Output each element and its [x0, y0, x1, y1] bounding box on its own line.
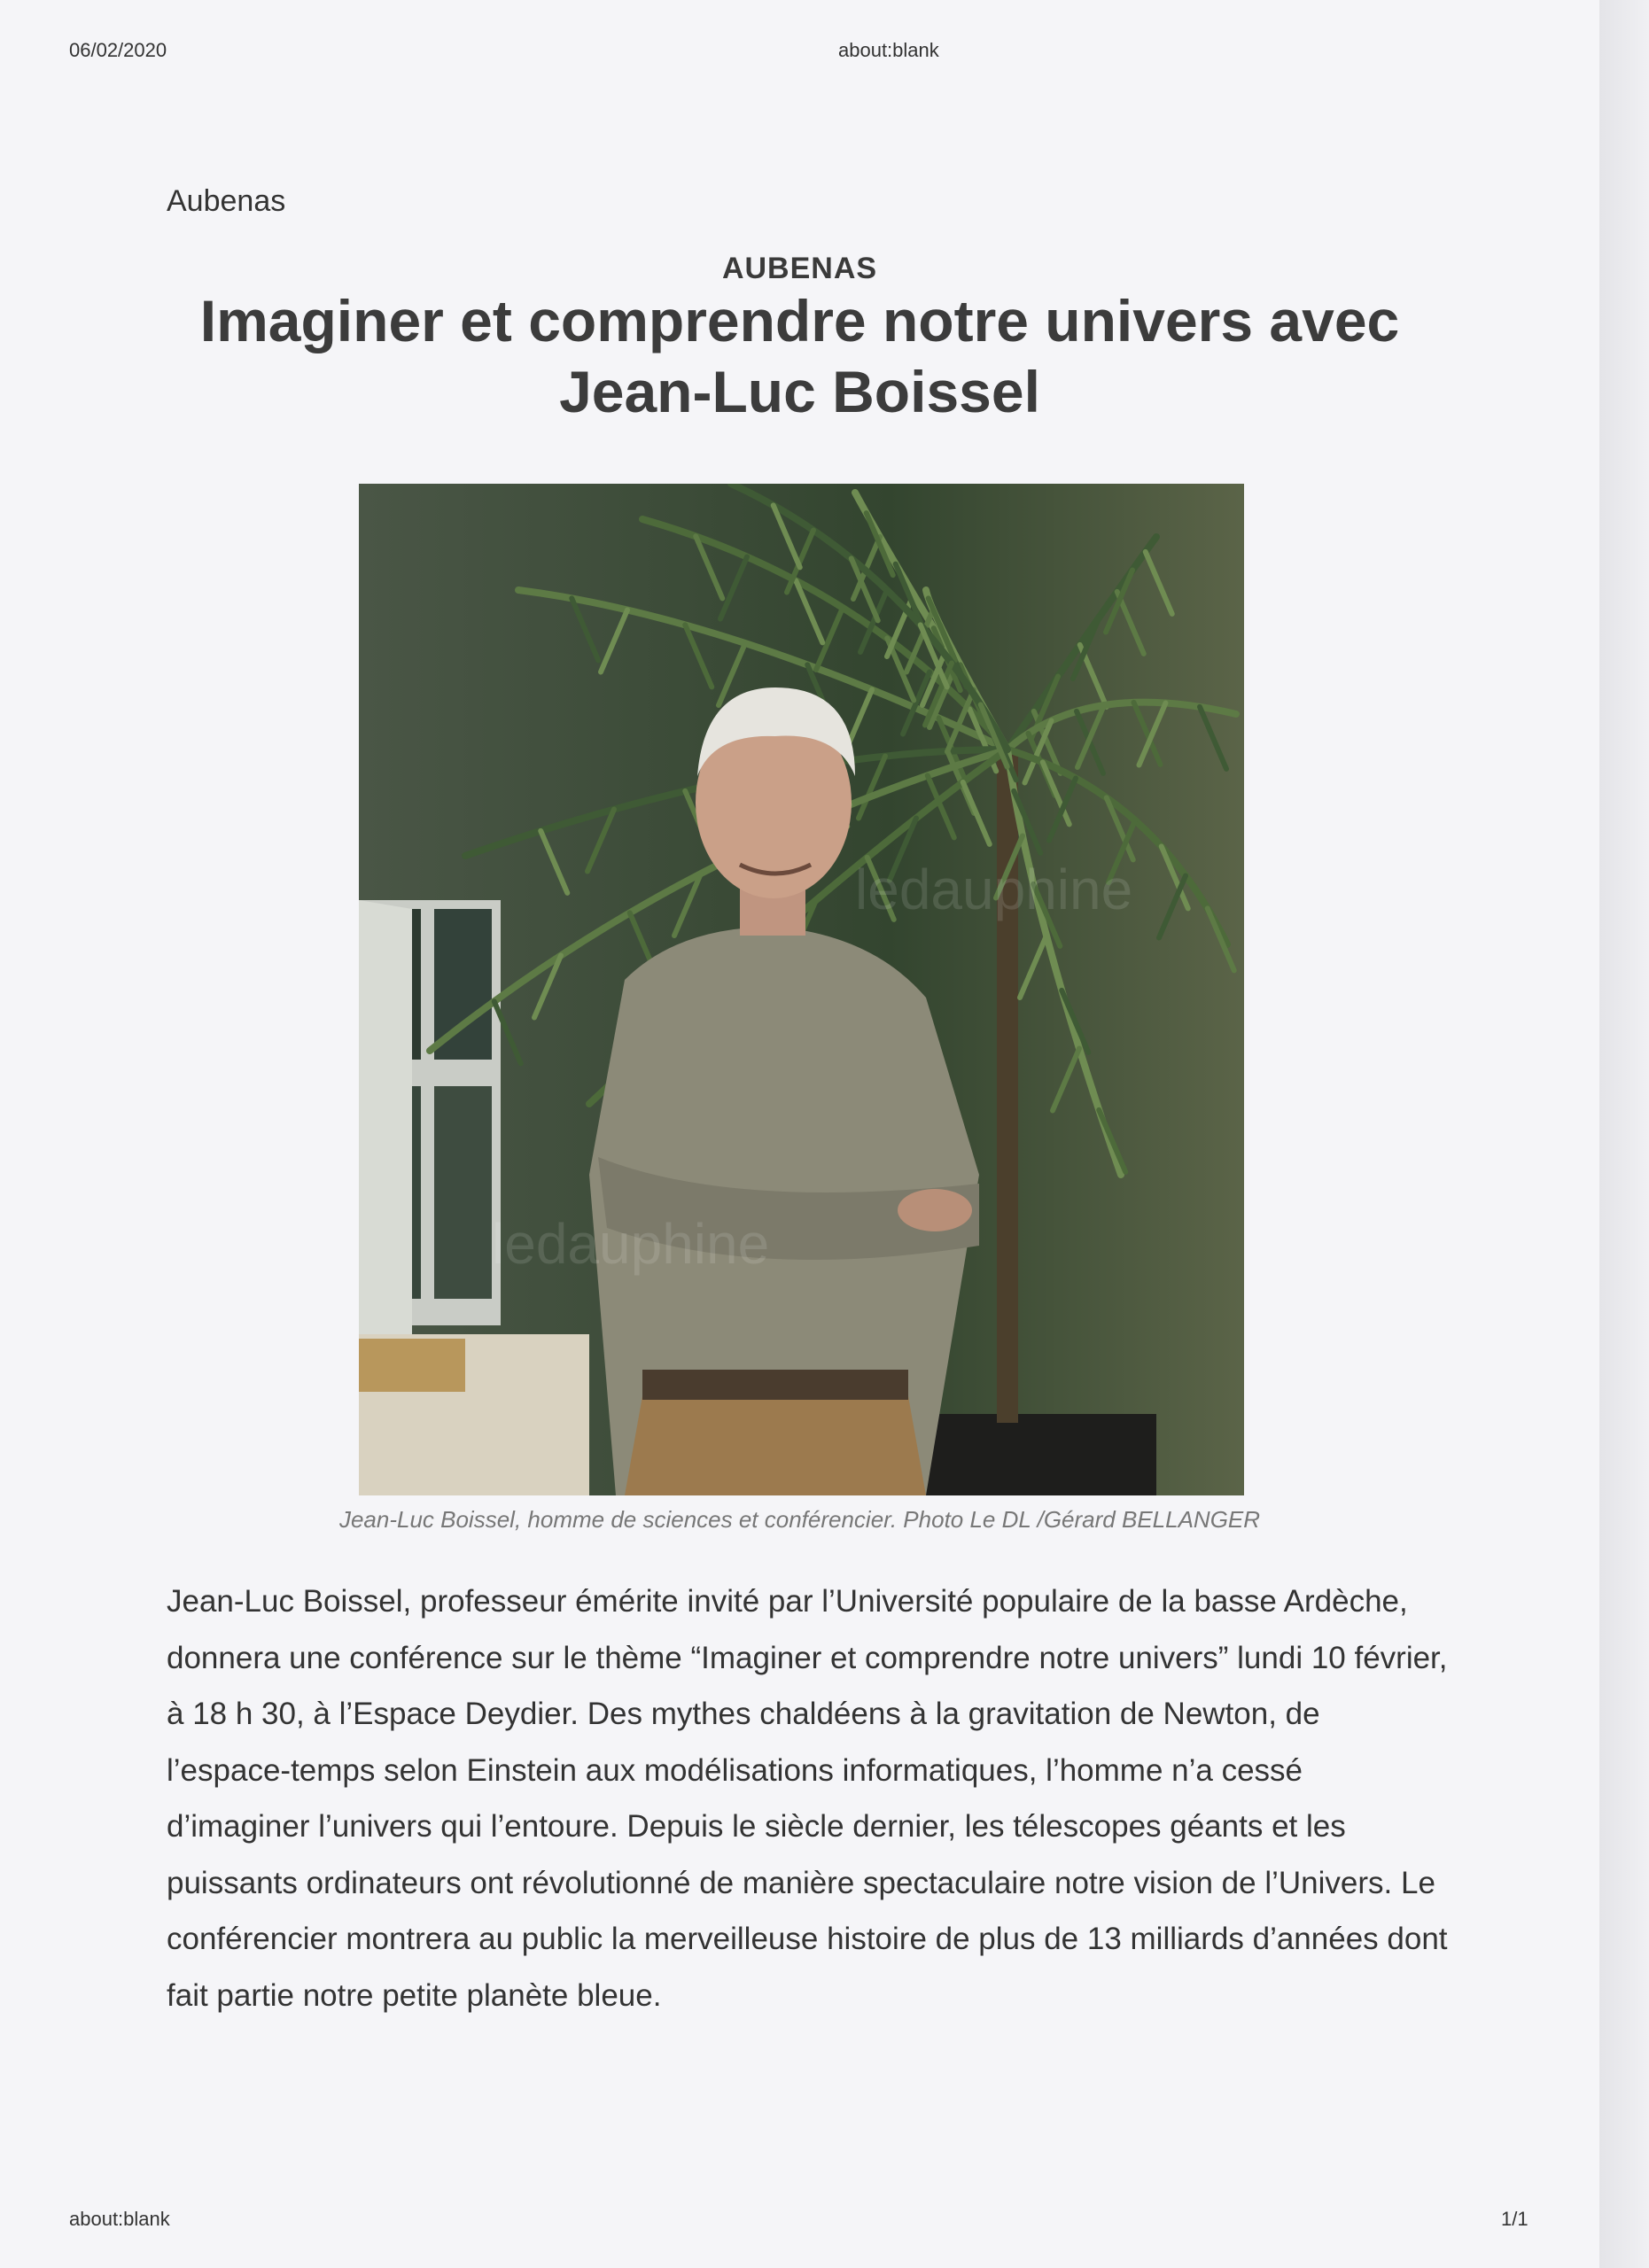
print-header-url: about:blank	[838, 39, 939, 61]
kicker: AUBENAS	[721, 252, 878, 285]
scan-edge	[1599, 0, 1649, 2268]
headline: Imaginer et comprendre notre univers avec Jean-Luc Boissel	[199, 288, 1400, 424]
article-body: Jean-Luc Boissel, professeur émérite invité par l’Université populaire de la basse Ardèche, donnera une conférence sur le thème “Imaginer et comprendre notre univers” lundi 10 février, à 18 h 30, à l’Espace Deydier. Des mythes chaldéens à la gravitation de Newton, de l’espace-temps selon Einstein aux modélisations informatiques, l’homme n’a cessé d’imaginer l’univers qui l’entoure. Depuis le siècle dernier, les télescopes géants et les puissants ordinateurs ont révolutionné de manière spectaculaire notre vision de l’Univers. Le conférencier montrera au public la merveilleuse histoire de plus de 13 milliards d’années dont fait partie notre petite planète bleue.	[167, 1584, 1448, 2013]
print-page-number: 1/1	[1501, 2208, 1528, 2230]
print-date: 06/02/2020	[69, 39, 167, 61]
print-footer-url: about:blank	[69, 2208, 170, 2230]
photo-watermark-2: ledauphine	[492, 1212, 770, 1276]
photo-watermark: ledauphine	[855, 858, 1133, 921]
article-photo	[359, 484, 1244, 1495]
photo-caption: Jean-Luc Boissel, homme de sciences et conférencier. Photo Le DL /Gérard BELLANGER	[338, 1506, 1261, 1533]
city-label: Aubenas	[167, 184, 286, 218]
photo-illustration	[359, 484, 1244, 1495]
